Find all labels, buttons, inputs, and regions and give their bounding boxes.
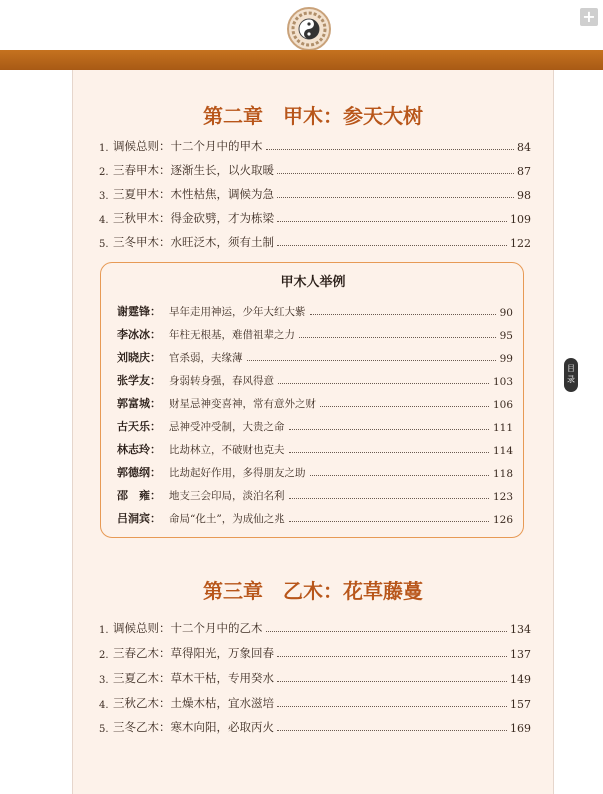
leader-dots <box>289 452 489 453</box>
toc-item-page: 169 <box>510 722 531 735</box>
toc-item-number: 1. <box>99 625 109 636</box>
example-item[interactable] <box>117 391 513 411</box>
example-page: 106 <box>492 399 513 411</box>
leader-dots <box>277 705 507 707</box>
toc-item-title: 三夏甲木：木性枯焦，调候为急 <box>113 187 274 201</box>
leader-dots <box>277 655 507 657</box>
examples-box <box>100 262 524 538</box>
toc-item-number: 1. <box>99 143 109 154</box>
example-item[interactable] <box>117 437 513 457</box>
example-page: 111 <box>492 422 513 434</box>
top-bar <box>0 0 603 48</box>
toc-item[interactable] <box>99 134 531 154</box>
toc-item[interactable] <box>99 158 531 178</box>
example-desc: 命局“化土”，为成仙之兆 <box>169 513 285 525</box>
toc-item-page: 157 <box>510 698 531 711</box>
example-desc: 地支三会印局，淡泊名利 <box>169 490 285 502</box>
toc-item-page: 109 <box>510 213 531 226</box>
leader-dots <box>266 630 508 632</box>
example-page: 114 <box>492 445 513 457</box>
toc-item-title: 三春乙木：草得阳光，万象回春 <box>113 646 274 660</box>
yin-yang-bagua-icon <box>286 6 332 52</box>
example-page: 123 <box>492 491 513 503</box>
leader-dots <box>320 406 489 407</box>
example-desc: 身弱转身强，春风得意 <box>169 375 274 387</box>
example-desc: 官杀弱，夫缘薄 <box>169 352 243 364</box>
toc-item-page: 98 <box>517 189 531 202</box>
leader-dots <box>289 521 489 522</box>
leader-dots <box>277 220 507 222</box>
leader-dots <box>310 475 489 476</box>
example-page: 126 <box>492 514 513 526</box>
leader-dots <box>289 498 489 499</box>
leader-dots <box>266 148 515 150</box>
leader-dots <box>247 360 496 361</box>
leader-dots <box>278 383 489 384</box>
toc-item-number: 3. <box>99 191 109 202</box>
toc-side-tab[interactable]: 目录 <box>564 358 578 392</box>
toc-item-number: 2. <box>99 167 109 178</box>
example-item[interactable] <box>117 368 513 388</box>
example-page: 103 <box>492 376 513 388</box>
example-name: 吕洞宾： <box>117 512 161 525</box>
toc-item-title: 三夏乙木：草木干枯，专用癸水 <box>113 671 274 685</box>
toc-item-page: 134 <box>510 623 531 636</box>
leader-dots <box>277 680 507 682</box>
example-item[interactable] <box>117 322 513 342</box>
example-desc: 年柱无根基，难借祖辈之力 <box>169 329 295 341</box>
example-name: 古天乐： <box>117 420 161 433</box>
leader-dots <box>277 729 507 731</box>
toc-item[interactable] <box>99 715 531 735</box>
example-page: 90 <box>499 307 513 319</box>
example-name: 刘晓庆： <box>117 351 161 364</box>
toc-item-title: 三秋乙木：土燥木枯，宜水滋培 <box>113 696 274 710</box>
toc-item-title: 调候总则：十二个月中的乙木 <box>113 621 263 635</box>
toc-item-number: 5. <box>99 239 109 250</box>
example-desc: 比劫林立，不破财也克夫 <box>169 444 285 456</box>
toc-item-title: 三冬甲木：水旺泛木，须有土制 <box>113 235 274 249</box>
example-page: 99 <box>499 353 513 365</box>
toc-item-page: 84 <box>517 141 531 154</box>
example-name: 邵 雍： <box>117 489 161 502</box>
example-name: 郭富城： <box>117 397 161 410</box>
toc-item[interactable] <box>99 641 531 661</box>
toc-item-page: 87 <box>517 165 531 178</box>
example-desc: 比劫起好作用，多得朋友之助 <box>169 467 306 479</box>
toc-item-title: 三春甲木：逐渐生长，以火取暖 <box>113 163 274 177</box>
examples-title: 甲木人举例 <box>280 275 346 290</box>
leader-dots <box>277 172 514 174</box>
example-page: 118 <box>492 468 513 480</box>
toc-item-number: 4. <box>99 700 109 711</box>
example-item[interactable] <box>117 414 513 434</box>
add-button[interactable]: + <box>580 8 598 26</box>
chapter-2-title: 第二章 甲木：参天大树 <box>203 104 423 128</box>
example-desc: 忌神受冲受制，大贵之命 <box>169 421 285 433</box>
toc-item-page: 149 <box>510 673 531 686</box>
example-name: 郭德纲： <box>117 466 161 479</box>
example-name: 林志玲： <box>117 443 161 456</box>
leader-dots <box>277 244 507 246</box>
toc-item[interactable] <box>99 666 531 686</box>
toc-item-number: 2. <box>99 650 109 661</box>
leader-dots <box>310 314 496 315</box>
toc-item[interactable] <box>99 691 531 711</box>
example-item[interactable] <box>117 506 513 526</box>
toc-item[interactable] <box>99 230 531 250</box>
toc-item[interactable] <box>99 206 531 226</box>
toc-item-title: 调候总则：十二个月中的甲木 <box>113 139 263 153</box>
example-item[interactable] <box>117 345 513 365</box>
example-name: 谢霆锋： <box>117 305 161 318</box>
example-item[interactable] <box>117 299 513 319</box>
example-item[interactable] <box>117 483 513 503</box>
toc-item-number: 3. <box>99 675 109 686</box>
toc-item-number: 4. <box>99 215 109 226</box>
toc-item-page: 122 <box>510 237 531 250</box>
example-desc: 早年走用神运，少年大红大紫 <box>169 306 306 318</box>
example-item[interactable] <box>117 460 513 480</box>
toc-item-title: 三冬乙木：寒木向阳，必取丙火 <box>113 720 274 734</box>
example-name: 李冰冰： <box>117 328 161 341</box>
leader-dots <box>277 196 514 198</box>
toc-item[interactable] <box>99 182 531 202</box>
toc-item[interactable] <box>99 616 531 636</box>
toc-item-title: 三秋甲木：得金砍劈，才为栋梁 <box>113 211 274 225</box>
example-desc: 财星忌神变喜神，常有意外之财 <box>169 398 316 410</box>
toc-item-page: 137 <box>510 648 531 661</box>
leader-dots <box>289 429 489 430</box>
chapter-3-title: 第三章 乙木：花草藤蔓 <box>203 579 423 603</box>
leader-dots <box>299 337 496 338</box>
example-name: 张学友： <box>117 374 161 387</box>
example-page: 95 <box>499 330 513 342</box>
toc-item-number: 5. <box>99 724 109 735</box>
header-band <box>0 50 603 70</box>
